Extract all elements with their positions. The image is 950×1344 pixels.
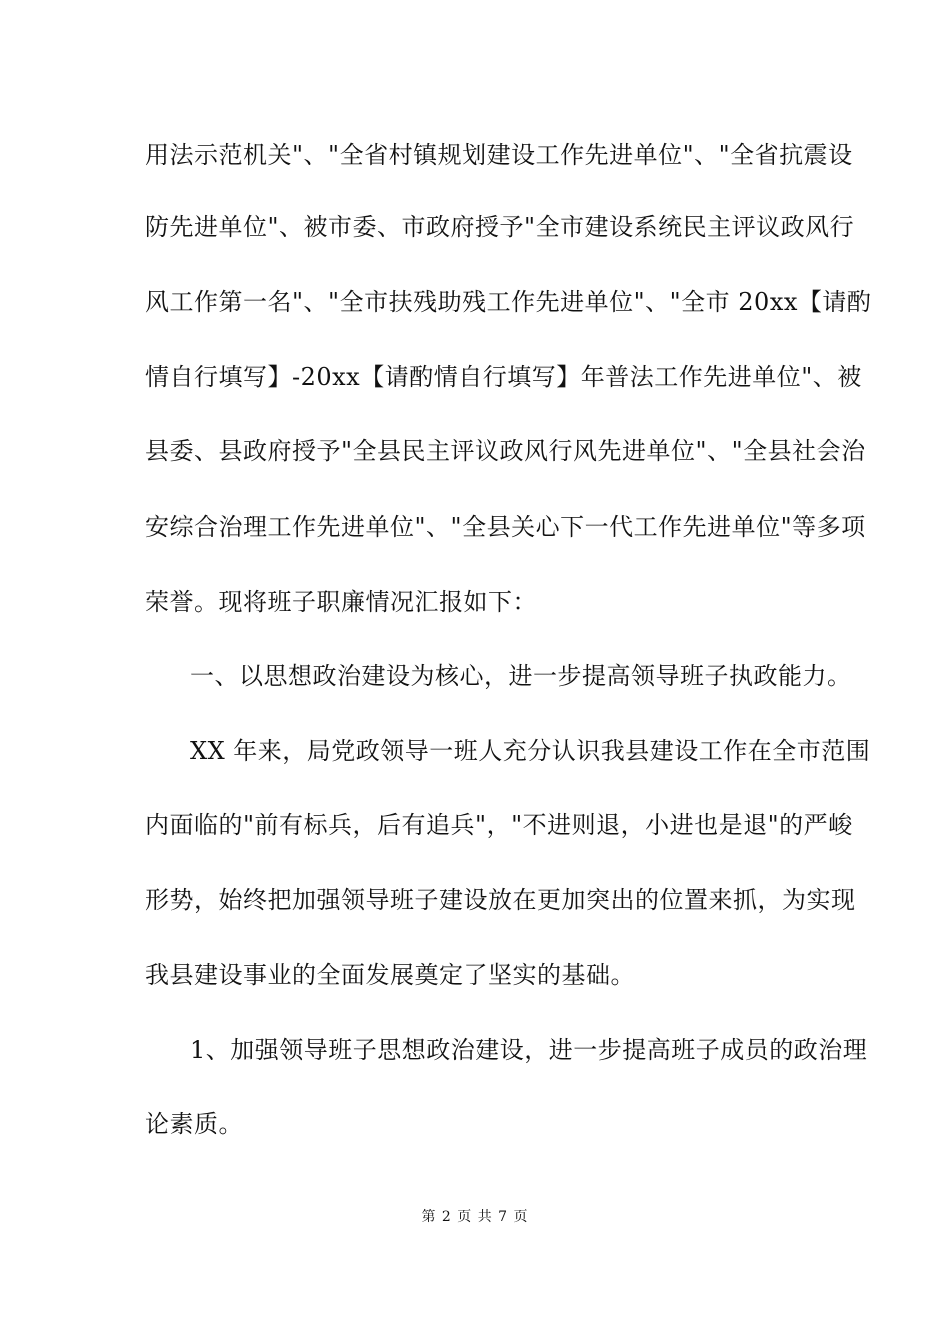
text-line: 县委、县政府授予"全县民主评议政风行风先进单位"、"全县社会治 — [145, 437, 866, 465]
text-line: 防先进单位"、被市委、市政府授予"全市建设系统民主评议政风行 — [145, 213, 855, 241]
text-line: 论素质。 — [145, 1110, 243, 1138]
text-line: 风工作第一名"、"全市扶残助残工作先进单位"、"全市 20xx【请酌 — [145, 288, 872, 316]
text-line: 我县建设事业的全面发展奠定了坚实的基础。 — [145, 961, 635, 989]
text-line: XX 年来，局党政领导一班人充分认识我县建设工作在全市范围 — [190, 737, 871, 765]
page-number-footer: 第 2 页 共 7 页 — [421, 1209, 529, 1225]
subsection-heading: 1、加强领导班子思想政治建设，进一步提高班子成员的政治理 — [190, 1036, 868, 1064]
text-line: 用法示范机关"、"全省村镇规划建设工作先进单位"、"全省抗震设 — [145, 141, 853, 169]
text-line: 内面临的"前有标兵，后有追兵"，"不进则退，小进也是退"的严峻 — [145, 811, 853, 839]
section-heading: 一、以思想政治建设为核心，进一步提高领导班子执政能力。 — [190, 662, 852, 690]
text-line: 荣誉。现将班子职廉情况汇报如下： — [145, 588, 537, 616]
text-line: 安综合治理工作先进单位"、"全县关心下一代工作先进单位"等多项 — [145, 513, 866, 541]
text-line: 形势，始终把加强领导班子建设放在更加突出的位置来抓，为实现 — [145, 886, 856, 914]
text-line: 情自行填写】-20xx【请酌情自行填写】年普法工作先进单位"、被 — [145, 363, 862, 391]
